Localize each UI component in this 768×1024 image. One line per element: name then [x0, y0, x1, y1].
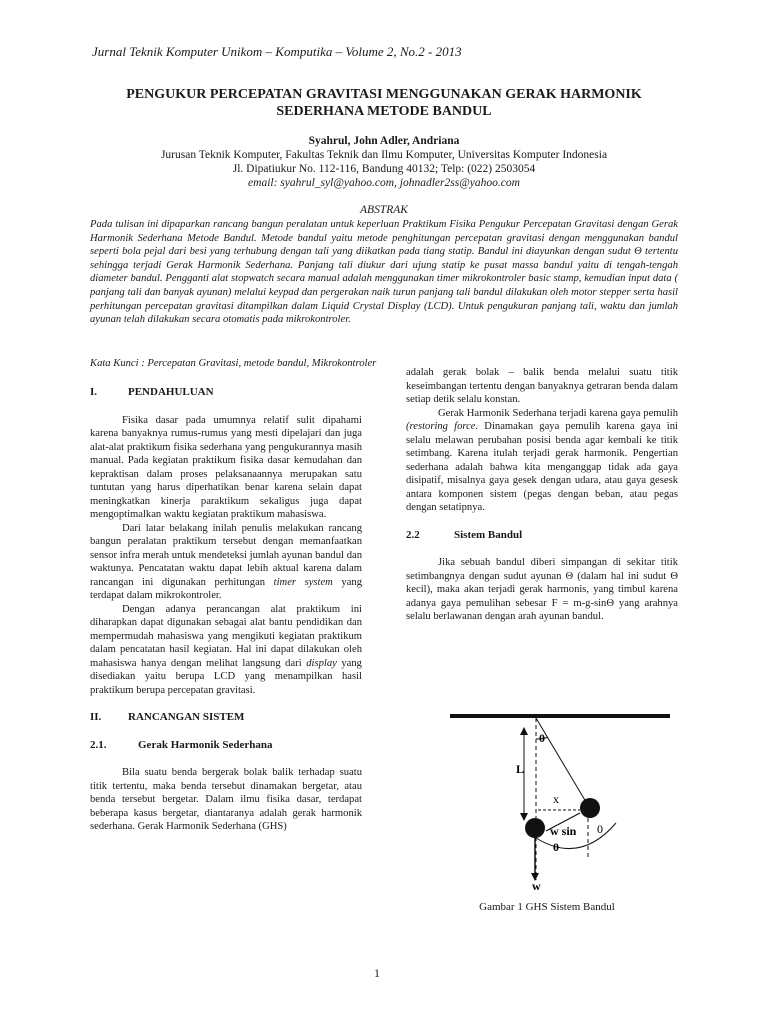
text-run: Dengan adanya perancangan alat praktikum ini diharapkan dapat digunakan sebagai alat bantu pendidikan dan mempermudah mahasiswa yang mengikuti kegiatan praktikum dalam pencatatan hasil kegiatan. Hal ini dapat dilakukan oleh mahasiswa hanya dengan melihat langsung dari [90, 603, 362, 669]
subsection-2-1-paragraph: Bila suatu benda bergerak bolak balik terhadap suatu titik tertentu, maka benda tersebut dinamakan bergetar, atau benda tersebut bergetar. Dalam ilmu fisika dasar, terdapat beberapa kasus bergetar, diantaranya adalah gerak harmonik sederhana. Gerak Harmonik Sederhana (GHS) [90, 767, 362, 832]
section-1-paragraph-1: Fisika dasar pada umumnya relatif sulit dipahami karena banyaknya rumus-rumus yang mesti dipelajari dan juga alat-alat praktikum fisika sederhana yang pengukurannya masih manual. Pada kegiatan praktikum fisika dasar kemudahan dan kepraktisan dalam proses pelaksanaannya merupakan satu tuntutan yang harus diperhatikan benar karena selain dapat meningkatkan kinerja paraktikum sekaligus juga dapat mengoptimalkan waktu kegiatan praktikum mahasiswa. [90, 414, 362, 520]
right-paragraph-1: adalah gerak bolak – balik benda melalui suatu titik keseimbangan tertentu dengan banyaknya getraran benda dalam setiap detik selalu konstan. [406, 367, 678, 405]
text-run: Dari latar belakang inilah penulis melakukan rancang bangun peralatan praktikum tersebut dengan memanfaatkan sensor infra merah untuk mendeteksi jumlah ayunan bandul dan waktunya. Pencatatan waktu dapat lebih aktual karena dalam rancangan ini digunakan perhitungan [90, 522, 362, 588]
authors: Syahrul, John Adler, Andriana [308, 135, 460, 147]
section-2-title: RANCANGAN SISTEM [128, 711, 245, 723]
subsection-2-2-number: 2.2 [406, 528, 420, 541]
section-1-title: PENDAHULUAN [128, 386, 214, 398]
length-arrow-head-bottom [520, 813, 528, 821]
text-run-italic: display [306, 657, 337, 669]
pendulum-bob-displaced [580, 798, 600, 818]
affiliation-line-1: Jurusan Teknik Komputer, Fakultas Teknik dan Ilmu Komputer, Universitas Komputer Indonesia [160, 149, 608, 161]
text-run: Gerak Harmonik Sederhana terjadi karena gaya pemulih [438, 407, 678, 419]
subsection-2-2-title: Sistem Bandul [454, 528, 523, 541]
figure-caption: Gambar 1 GHS Sistem Bandul [479, 901, 615, 913]
text-run-italic: (restoring force. [406, 421, 479, 432]
right-column [406, 366, 678, 624]
section-1-paragraph-2 [90, 522, 362, 603]
subsection-2-1-number: 2.1. [90, 738, 107, 751]
affiliation-line-2: Jl. Dipatiukur No. 112-116, Bandung 40132; Telp: (022) 2503054 [232, 163, 536, 175]
affiliation-email: email: syahrul_syl@yahoo.com, johnadler2ss@yahoo.com [248, 177, 520, 189]
wsin-label: w sin [550, 824, 577, 838]
abstract-heading: ABSTRAK [360, 204, 408, 216]
section-2-number: II. [90, 711, 102, 723]
theta-bob-label: 0 [597, 822, 603, 836]
paper-title [60, 86, 708, 120]
length-label: L [516, 762, 525, 776]
text-run: yang disediakan yaitu berupa LCD yang menampilkan hasil praktikum berupa percepatan gravitasi. [90, 657, 362, 696]
left-column [90, 386, 362, 834]
keywords: Kata Kunci : Percepatan Gravitasi, metode bandul, Mikrokontroler [90, 358, 377, 369]
pendulum-figure [440, 705, 680, 895]
affiliation [60, 148, 708, 190]
title-line-2: SEDERHANA METODE BANDUL [276, 104, 492, 119]
journal-header: Jurnal Teknik Komputer Unikom – Komputika – Volume 2, No.2 - 2013 [92, 44, 462, 59]
text-run: yang terdapat dalam mikrokontroler. [90, 576, 362, 601]
subsection-2-2-heading [406, 529, 678, 543]
subsection-2-1-title: Gerak Harmonik Sederhana [138, 738, 273, 751]
section-1-number: I. [90, 386, 98, 398]
displacement-label: x [553, 792, 559, 806]
page-number: 1 [374, 966, 380, 980]
text-run-italic: timer system [273, 576, 333, 588]
subsection-2-2-paragraph: Jika sebuah bandul diberi simpangan di sekitar titik setimbangnya dengan sudut ayunan Θ (dalam hal ini sudut Θ kecil), maka akan terjadi gerak harmonis, yang timbul karena adanya gaya pemulihan sebesar F = m-g-sinΘ yang arahnya selalu berlawanan dengan arah ayunan bandul. [406, 557, 678, 622]
weight-label: w [532, 879, 541, 893]
abstract-text: Pada tulisan ini dipaparkan rancang bangun peralatan untuk keperluan Praktikum Fisika Pengukur Percepatan Gravitasi dengan Gerak Harmonik Sederhana Metode Bandul. Metode bandul yaitu metode penghitungan percepatan gravitasi dengan menggunakan bandul seperti bola pejal dari besi yang terhubung dengan tali yang diikatkan pada tiang statip. Bandul ini diayunkan dengan sudut Θ tertentu sehingga terjadi Gerak Harmonik Sederhana. Panjang tali diukur dari ujung statip ke pusat massa bandul yaitu di tengah-tengah diameter bandul. Pengganti alat stopwatch secara manual adalah menggunakan timer mikrokontroler basic stamp, kemudian input data ( panjang tali dan banyak ayunan) melalui keypad dan pergerakan naik turun panjang tali bandul dilakukan oleh motor stepper serta hasil perhitungan percepatan gravitasi ditampilkan dalam Liquid Crystal Display (LCD). Untuk pengukuran panjang tali, waktu dan jumlah ayunan telah dilakukan secara otomatis pada mikrokontroler. [90, 219, 678, 326]
text-run: Dinamakan gaya pemulih karena gaya ini selalu melawan perubahan posisi benda agar kembali ke titik setimbang. Karena itulah terjadi gerak harmonik. Pengertian sederhana adalah bahwa kita menganggap tidak ada gaya disipatif, misalnya gaya gesek dengan udara, atau gaya gesesk antara komponen sistem (pegas dengan beban, atau pegas dengan setatipnya. [406, 421, 678, 513]
section-1-heading [90, 386, 362, 400]
wsin-theta-label: 0 [553, 840, 559, 854]
section-2-heading [90, 711, 362, 725]
subsection-2-1-heading [90, 739, 362, 753]
theta-top-label: 0 [539, 731, 545, 745]
length-arrow-head-top [520, 727, 528, 735]
right-paragraph-2 [406, 407, 678, 515]
pendulum-bob-rest [525, 818, 545, 838]
title-line-1: PENGUKUR PERCEPATAN GRAVITASI MENGGUNAKAN GERAK HARMONIK [126, 87, 642, 102]
section-1-paragraph-3 [90, 603, 362, 698]
